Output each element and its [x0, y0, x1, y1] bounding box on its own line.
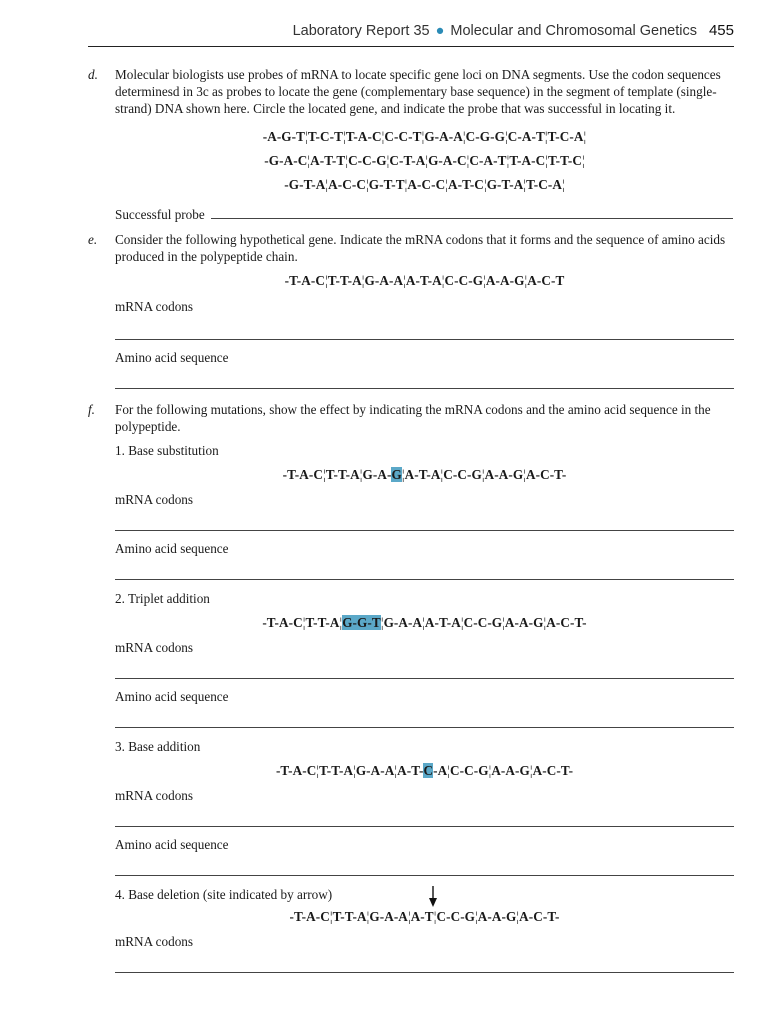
probe-label: Successful probe [115, 207, 205, 222]
question-letter: e. [88, 232, 98, 247]
report-subtitle: Molecular and Chromosomal Genetics [450, 23, 697, 39]
page-header [88, 22, 734, 47]
amino-answer-line[interactable] [115, 366, 734, 389]
substituted-base: G [391, 467, 402, 482]
dna-sequence-f2: -T-A-C¦T-T-A¦G-G-T¦G-A-A¦A-T-A¦C-C-G¦A-A-G¦A-C-T- [262, 615, 587, 630]
amino-acid-label: Amino acid sequence [115, 541, 229, 556]
mrna-answer-line[interactable] [115, 804, 734, 827]
dna-sequence-d2: -G-A-C¦A-T-T¦C-C-G¦C-T-A¦G-A-C¦C-A-T¦T-A-C¦T-T-C¦ [264, 153, 585, 168]
question-text: Molecular biologists use probes of mRNA to locate specific gene loci on DNA segments. Use the codon sequences determinesd in 3c as probes to locate the gene (complementary base sequence) in the segment of template (single-strand) DNA shown here. Circle the located gene, and indicate the probe that was successful in locating it. [115, 67, 721, 116]
amino-acid-label: Amino acid sequence [115, 350, 229, 365]
question-letter: f. [88, 402, 95, 417]
amino-acid-label: Amino acid sequence [115, 837, 229, 852]
dna-sequence-f1: -T-A-C¦T-T-A¦G-A-G¦A-T-A¦C-C-G¦A-A-G¦A-C-T- [282, 467, 567, 482]
question-d [88, 66, 734, 117]
dna-sequence-f4: -T-A-C¦T-T-A¦G-A-A¦A-T¦C-C-G¦A-A-G¦A-C-T- [289, 909, 560, 924]
mutation-3-title: 3. Base addition [115, 739, 201, 754]
question-text: Consider the following hypothetical gene. Indicate the mRNA codons that it forms and the sequence of amino acids produced in the polypeptide chain. [115, 232, 726, 264]
question-letter: d. [88, 67, 98, 82]
dna-sequence-e: -T-A-C¦T-T-A¦G-A-A¦A-T-A¦C-C-G¦A-A-G¦A-C-T [284, 273, 565, 288]
mrna-answer-line[interactable] [115, 508, 734, 531]
mutation-4-title: 4. Base deletion (site indicated by arrow) [115, 887, 333, 902]
successful-probe-row [115, 207, 734, 223]
dna-sequence-d1: -A-G-T¦T-C-T¦T-A-C¦C-C-T¦G-A-A¦C-G-G¦C-A-T¦T-C-A¦ [262, 129, 587, 144]
mrna-answer-line[interactable] [115, 656, 734, 679]
deletion-arrow-icon [428, 886, 438, 908]
added-triplet: G-G-T [342, 615, 381, 630]
mrna-codons-label: mRNA codons [115, 492, 194, 507]
dna-sequence-f3: -T-A-C¦T-T-A¦G-A-A¦A-T-C-A¦C-C-G¦A-A-G¦A-C-T- [275, 763, 574, 778]
mrna-codons-label: mRNA codons [115, 299, 194, 314]
bullet-dot-icon: ● [435, 23, 445, 39]
amino-answer-line[interactable] [115, 853, 734, 876]
mrna-answer-line[interactable] [115, 950, 734, 973]
dna-sequence-d3: -G-T-A¦A-C-C¦G-T-T¦A-C-C¦A-T-C¦G-T-A¦T-C-A¦ [284, 177, 565, 192]
question-e [88, 231, 734, 265]
mutation-2-title: 2. Triplet addition [115, 591, 210, 606]
mrna-codons-label: mRNA codons [115, 640, 194, 655]
mutation-4-title-row [115, 887, 734, 903]
page-content [88, 66, 734, 973]
report-title: Laboratory Report 35 [292, 23, 430, 39]
question-text: For the following mutations, show the effect by indicating the mRNA codons and the amino acid sequence in the polypeptide. [115, 402, 711, 434]
amino-acid-label: Amino acid sequence [115, 689, 229, 704]
mrna-answer-line[interactable] [115, 315, 734, 340]
amino-answer-line[interactable] [115, 557, 734, 580]
page-number: 455 [708, 22, 734, 39]
question-f [88, 401, 734, 435]
probe-answer-line[interactable] [211, 218, 733, 219]
mutation-1-title: 1. Base substitution [115, 443, 219, 458]
mrna-codons-label: mRNA codons [115, 934, 194, 949]
mrna-codons-label: mRNA codons [115, 788, 194, 803]
amino-answer-line[interactable] [115, 705, 734, 728]
added-base: C [423, 763, 434, 778]
